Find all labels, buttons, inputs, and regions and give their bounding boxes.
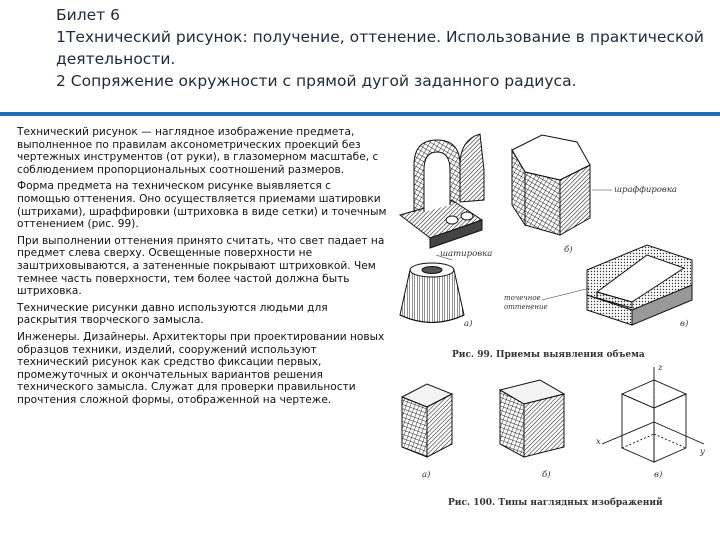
label-sub-b: б) (564, 245, 573, 255)
title-line-4: 2 Сопряжение окружности с прямой дугой заданного радиуса. (56, 72, 577, 90)
paragraph-light: При выполнении оттенения принято считать, что свет падает на предмет слева сверху. Освещенные поверхности не заштриховываются, а затененные покрывают штриховкой. Чем темнее часть поверхности, тем более частой должна быть штриховка. (17, 234, 385, 298)
title-line-1: Билет 6 (56, 6, 120, 24)
body-text (17, 126, 387, 410)
cube-b-drawing (500, 380, 564, 457)
cube-a-drawing (402, 384, 452, 457)
axis-y-label: y (700, 447, 705, 457)
figure-100-illustration (392, 362, 712, 492)
cube-v-wireframe (602, 367, 704, 462)
label-shatirovka: шатировка (440, 249, 493, 259)
figure-100-caption: Рис. 100. Типы наглядных изображений (448, 498, 663, 508)
label-dots-1: точечное (504, 294, 541, 302)
figure-99-illustration (392, 120, 712, 365)
label-100-sub-v: в) (654, 470, 663, 480)
label-sub-v: в) (680, 319, 689, 329)
title-line-2: 1Технический рисунок: получение, оттенение. Использование в практической (56, 28, 704, 46)
label-dots-2: оттенение (504, 303, 548, 311)
label-100-sub-a: а) (422, 470, 431, 480)
paragraph-shading: Форма предмета на техническом рисунке выявляется с помощью оттенения. Оно осуществляется приемами шатировки (штрихами), шраффировки (штриховка в виде сетки) и точечным оттенением (рис. 99). (17, 180, 387, 231)
label-shraffirovka: шраффировка (614, 185, 677, 195)
cone-drawing (400, 263, 464, 323)
label-sub-a: а) (464, 319, 473, 329)
axis-z-label: z (658, 363, 663, 373)
hexagon-prism-drawing (512, 135, 590, 235)
paragraph-engineers: Инженеры. Дизайнеры. Архитекторы при проектировании новых образцов техники, изделий, сооружений используют технический рисунок как средство фиксации первых, промежуточных и окончательных вариантов решения технического замысла. Служат для проверки правильности прочтения сложной формы, отображенной на чертеже. (17, 330, 385, 406)
title-line-3: деятельности. (56, 50, 176, 68)
axis-x-label: x (596, 437, 601, 447)
figure-99-caption: Рис. 99. Приемы выявления объема (452, 350, 645, 360)
corner-box-drawing (587, 245, 692, 325)
slide-title (56, 4, 704, 92)
paragraph-definition: Технический рисунок — наглядное изображение предмета, выполненное по правилам аксонометрических проекций без чертежных инструментов (от руки), в глазомерном масштабе, с соблюдением пропорциональных соотношений размеров. (17, 126, 379, 176)
accent-divider (0, 112, 720, 116)
paragraph-usage: Технические рисунки давно используются людьми для раскрытия творческого замысла. (17, 301, 328, 327)
label-100-sub-b: б) (542, 470, 551, 480)
bracket-drawing (400, 134, 484, 248)
